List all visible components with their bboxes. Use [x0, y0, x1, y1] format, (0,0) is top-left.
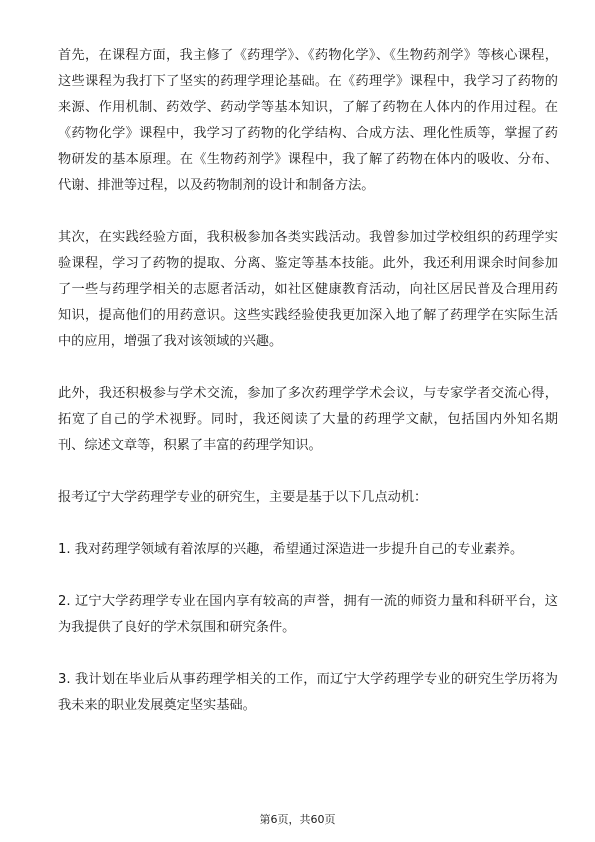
paragraph-courses: 首先，在课程方面，我主修了《药理学》、《药物化学》、《生物药剂学》等核心课程，这些课程为我打下了坚实的药理学理论基础。在《药理学》课程中，我学习了药物的来源、作用机制、药效学、药动学等基本知识，了解了药物在人体内的作用过程。在《药物化学》课程中，我学习了药物的化学结构、合成方法、理化性质等，掌握了药物研发的基本原理。在《生物药剂学》课程中，我了解了药物在体内的吸收、分布、代谢、排泄等过程，以及药物制剂的设计和制备方法。 [58, 48, 558, 193]
list-item-motivation-3: 3. 我计划在毕业后从事药理学相关的工作，而辽宁大学药理学专业的研究生学历将为我未来的职业发展奠定坚实基础。 [58, 672, 558, 713]
paragraph-practice: 其次，在实践经验方面，我积极参加各类实践活动。我曾参加过学校组织的药理学实验课程，学习了药物的提取、分离、鉴定等基本技能。此外，我还利用课余时间参加了一些与药理学相关的志愿者活动，如社区健康教育活动，向社区居民普及合理用药知识，提高他们的用药意识。这些实践经验使我更加深入地了解了药理学在实际生活中的应用，增强了我对该领域的兴趣。 [58, 230, 558, 349]
list-item-motivation-1: 1. 我对药理学领域有着浓厚的兴趣，希望通过深造进一步提升自己的专业素养。 [58, 542, 524, 557]
paragraph-academic: 此外，我还积极参与学术交流，参加了多次药理学学术会议，与专家学者交流心得，拓宽了自己的学术视野。同时，我还阅读了大量的药理学文献，包括国内外知名期刊、综述文章等，积累了丰富的药理学知识。 [58, 386, 558, 453]
list-item-motivation-2: 2. 辽宁大学药理学专业在国内享有较高的声誉，拥有一流的师资力量和科研平台，这为我提供了良好的学术氛围和研究条件。 [58, 594, 558, 635]
paragraph-motivation-intro: 报考辽宁大学药理学专业的研究生，主要是基于以下几点动机： [58, 490, 428, 505]
document-body [58, 43, 558, 719]
page-number-footer: 第6页，共60页 [259, 813, 336, 826]
